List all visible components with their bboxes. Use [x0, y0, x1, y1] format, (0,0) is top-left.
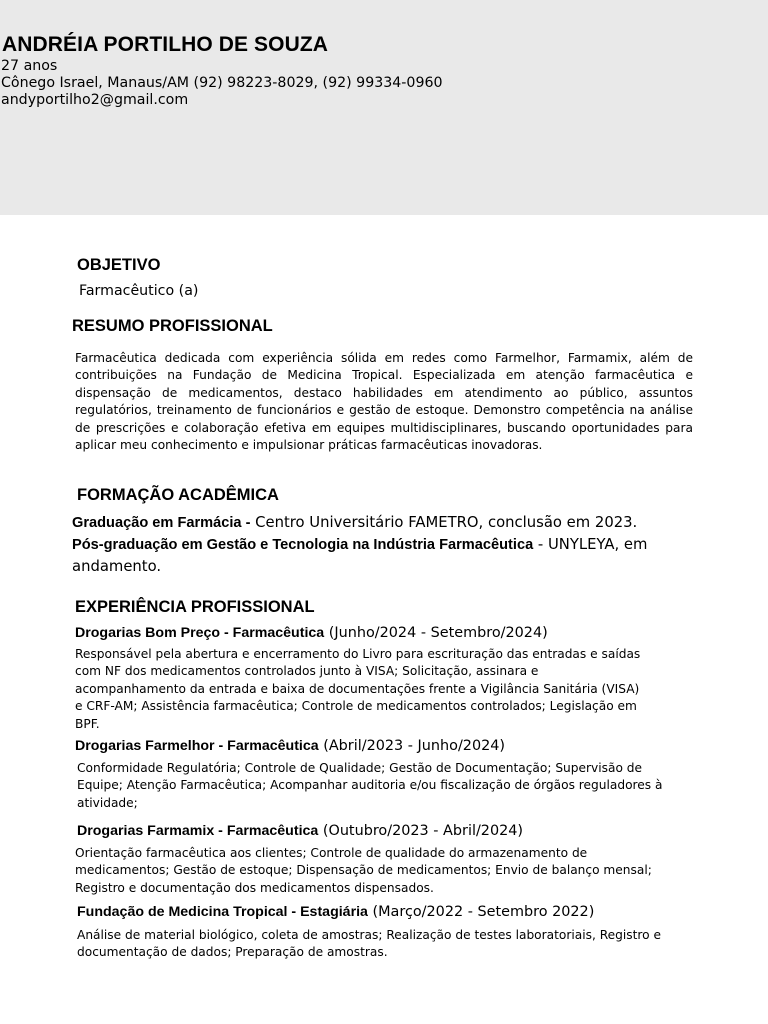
education-degree: Pós-graduação em Gestão e Tecnologia na Indústria Farmacêutica [72, 537, 534, 553]
job-title-line [77, 822, 523, 840]
job-title: Drogarias Farmamix - Farmacêutica [77, 823, 319, 839]
job-description: Orientação farmacêutica aos clientes; Controle de qualidade do armazenamento de medicamentos; Gestão de estoque; Dispensação de medicamentos; Envio de balanço mensal; Registro e documentação dos medicamentos dispensados. [75, 846, 652, 895]
education-item [72, 534, 702, 577]
candidate-age: 27 anos [1, 58, 58, 74]
summary-text: Farmacêutica dedicada com experiência sólida em redes como Farmelhor, Farmamix, além de contribuições na Fundação de Medicina Tropical. Especializada em atenção farmacêutica e dispensação de medicamentos, destaco habilidades em atendimento ao público, assuntos regulatórios, treinamento de funcionários e gestão de estoque. Demonstro competência na análise de prescrições e colaboração efetiva em equipes multidisciplinares, buscando oportunidades para aplicar meu conhecimento e impulsionar práticas farmacêuticas inovadoras. [75, 351, 693, 453]
education-item [72, 512, 702, 534]
job-period: (Abril/2023 - Junho/2024) [318, 738, 506, 754]
job-title-line [77, 903, 594, 921]
experience-heading: EXPERIÊNCIA PROFISSIONAL [75, 598, 315, 616]
job-description: Responsável pela abertura e encerramento do Livro para escrituração das entradas e saídas com NF dos medicamentos controlados junto à VISA; Solicitação, assinara e acompanhamento da entrada e baixa de documentações frente a Vigilância Sanitária (VISA) e CRF-AM; Assistência farmacêutica; Controle de medicamentos controlados; Legislação em BPF. [75, 647, 641, 731]
job-period: (Março/2022 - Setembro 2022) [367, 904, 595, 920]
job-title-line [75, 624, 548, 642]
job-period: (Outubro/2023 - Abril/2024) [318, 823, 524, 839]
objective-heading: OBJETIVO [77, 256, 161, 274]
education-degree: Graduação em Farmácia - [72, 515, 251, 531]
job-period: (Junho/2024 - Setembro/2024) [324, 625, 548, 641]
education-detail: - UNYLEYA, em andamento. [72, 536, 648, 575]
candidate-address-phone: Cônego Israel, Manaus/AM (92) 98223-8029, (92) 99334-0960 [1, 75, 443, 91]
education-heading: FORMAÇÃO ACADÊMICA [77, 486, 279, 504]
education-detail: Centro Universitário FAMETRO, conclusão em 2023. [250, 514, 638, 531]
job-description: Conformidade Regulatória; Controle de Qualidade; Gestão de Documentação; Supervisão de Equipe; Atenção Farmacêutica; Acompanhar auditoria e/ou fiscalização de órgãos reguladores à atividade; [77, 761, 663, 810]
job-title: Drogarias Farmelhor - Farmacêutica [75, 738, 319, 754]
job-title: Drogarias Bom Preço - Farmacêutica [75, 625, 325, 641]
candidate-name: ANDRÉIA PORTILHO DE SOUZA [2, 33, 329, 56]
summary-heading: RESUMO PROFISSIONAL [72, 317, 273, 335]
job-title-line [75, 737, 505, 755]
objective-text: Farmacêutico (a) [79, 283, 199, 299]
candidate-email: andyportilho2@gmail.com [1, 92, 189, 108]
job-title: Fundação de Medicina Tropical - Estagiária [77, 904, 368, 920]
job-description: Análise de material biológico, coleta de amostras; Realização de testes laboratoriais, Registro e documentação de dados; Preparação de amostras. [77, 928, 661, 960]
